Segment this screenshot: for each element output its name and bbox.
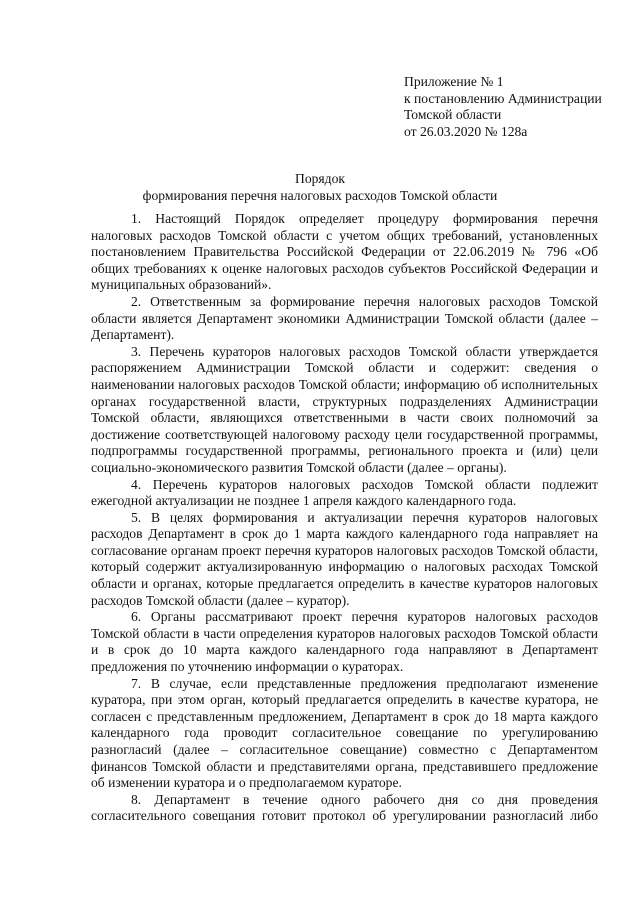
- paragraph-8: 8. Департамент в течение одного рабочего дня со дня проведения согласительного совещания готовит протокол об урегулировании разногласий либо: [91, 791, 598, 824]
- document-subtitle: формирования перечня налоговых расходов Томской области: [142, 188, 498, 203]
- document-title: Порядок: [295, 171, 345, 186]
- paragraph-3: 3. Перечень кураторов налоговых расходов Томской области утверждается распоряжением Администрации Томской области и содержит: сведения о наименовании налоговых расходов Томской области; информацию об исполнительных органах государственной власти, структурных подразделениях Администрации Томской области, являющихся ответственными в части своих полномочий за достижение соответствующей налоговому расходу цели государственной программы, подпрограммы государственной программы, регионального проекта и (или) цели социально-экономического развития Томской области (далее – органы).: [91, 343, 598, 475]
- appendix-line: Приложение № 1: [404, 74, 504, 89]
- paragraph-2: 2. Ответственным за формирование перечня налоговых расходов Томской области является Департамент экономики Администрации Томской области (далее – Департамент).: [91, 293, 598, 343]
- appendix-line: к постановлению Администрации: [404, 90, 602, 106]
- appendix-line: от 26.03.2020 № 128а: [404, 123, 528, 139]
- paragraph-1: 1. Настоящий Порядок определяет процедуру формирования перечня налоговых расходов Томской области с учетом общих требований, установленных постановлением Правительства Российской Федерации от 22.06.2019 № 796 «Об общих требованиях к оценке налоговых расходов субъектов Российской Федерации и муниципальных образований».: [91, 211, 598, 293]
- paragraph-5: 5. В целях формирования и актуализации перечня кураторов налоговых расходов Департамент в срок до 1 марта каждого календарного года направляет на согласование органам проект перечня кураторов налоговых расходов Томской области, который содержит актуализированную информацию о налоговых расходах Томской области и органах, которые предлагается определить в качестве кураторов налоговых расходов Томской области (далее – куратор).: [91, 509, 598, 608]
- document-body: [91, 211, 598, 825]
- paragraph-4: 4. Перечень кураторов налоговых расходов Томской области подлежит ежегодной актуализации не позднее 1 апреля каждого календарного года.: [91, 476, 598, 509]
- appendix-line: Томской области: [404, 107, 502, 123]
- paragraph-6: 6. Органы рассматривают проект перечня кураторов налоговых расходов Томской области в части определения кураторов налоговых расходов Томской области и в срок до 10 марта каждого календарного года направляют в Департамент предложения по уточнению информации о кураторах.: [91, 609, 598, 675]
- paragraph-7: 7. В случае, если представленные предложения предполагают изменение куратора, при этом орган, который предлагается определить в качестве куратора, не согласен с представленным предложением, Департамент в срок до 18 марта каждого календарного года проводит согласительное совещание по урегулированию разногласий (далее – согласительное совещание) совместно с Департаментом финансов Томской области и представителями органа, представившего предложение об изменении куратора и о предполагаемом кураторе.: [91, 675, 598, 791]
- appendix-block: [404, 74, 634, 140]
